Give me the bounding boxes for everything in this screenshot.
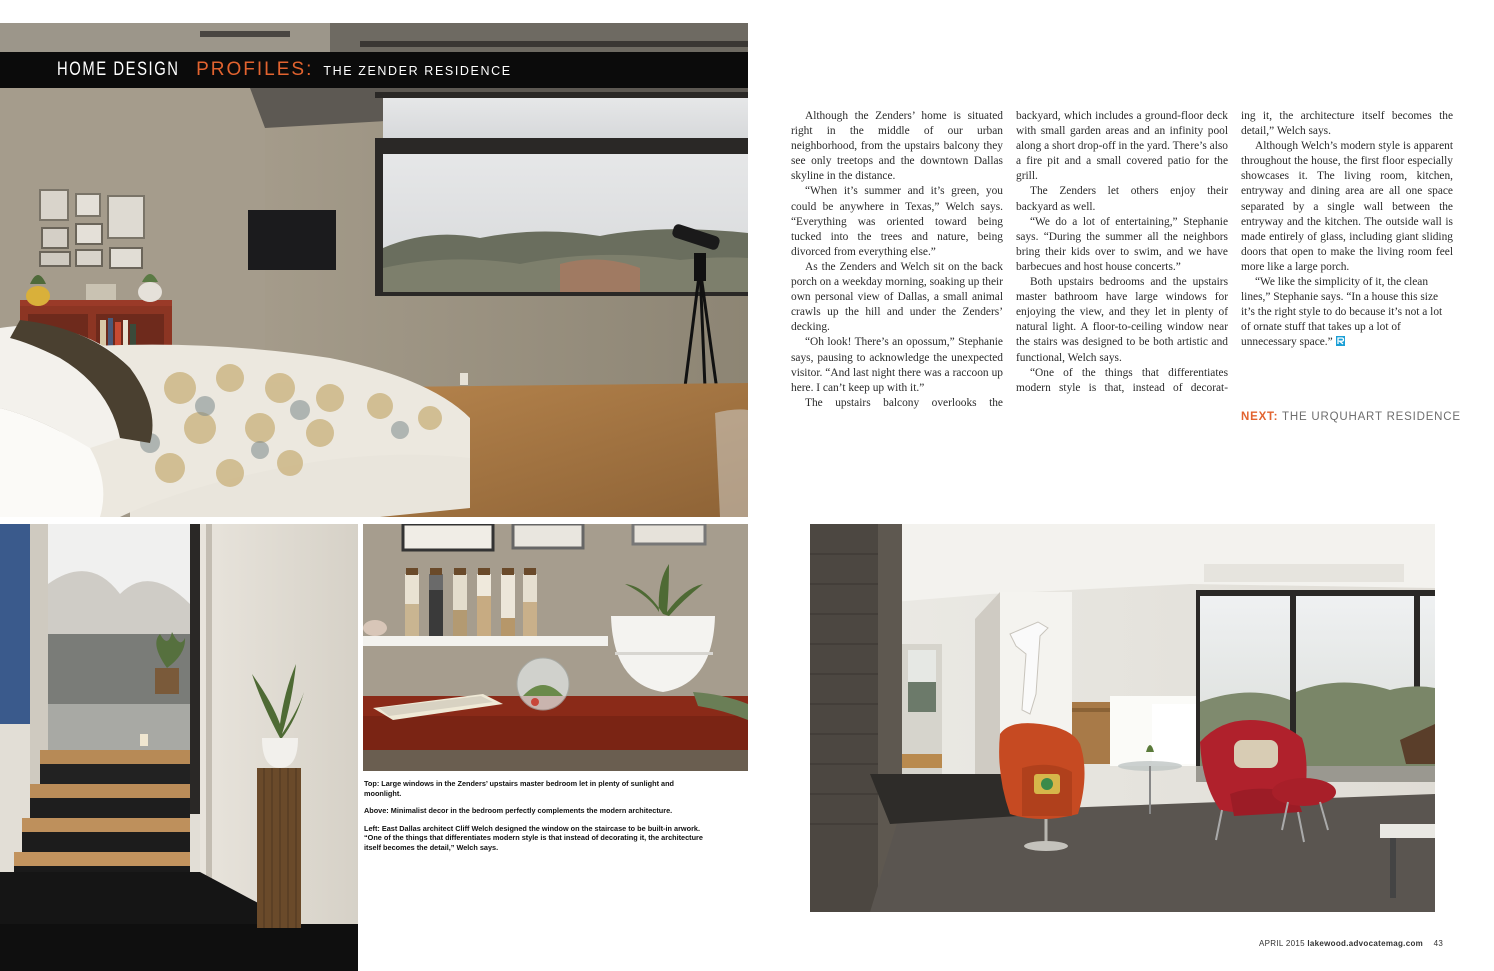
col2-paragraph-2: The Zenders let others enjoy their backyard as well. <box>1016 185 1228 213</box>
advocate-end-mark-icon <box>1336 336 1345 346</box>
photo-captions <box>364 779 704 861</box>
staircase-photo <box>0 524 358 971</box>
article-column-3 <box>1241 109 1453 351</box>
col2-paragraph-3: “We do a lot of entertaining,” Stephanie says. “During the summer all the neighbors bring their kids over to swim, and we have barbecues and host house concerts.” <box>1016 215 1228 273</box>
col3-paragraph-1: ing it, the architecture itself becomes the detail,” Welch says. <box>1241 110 1453 138</box>
col2-paragraph-5: “One of the things that differentiates modern style is that, instead of decorat- <box>1016 366 1228 394</box>
col3-paragraph-3 <box>1241 275 1453 350</box>
col1-paragraph-5: The upstairs balcony overlooks the <box>805 396 1003 409</box>
section-header <box>0 52 748 88</box>
page-number: 43 <box>1433 939 1444 948</box>
footer-issue: APRIL 2015 <box>1259 939 1305 948</box>
col2-paragraph-1: backyard, which includes a ground-floor deck with small garden areas and an infinity pool along a short drop-off in the yard. There’s also a fire pit and a small covered patio for the grill. <box>1016 110 1228 183</box>
next-title: THE URQUHART RESIDENCE <box>1282 411 1461 423</box>
col1-paragraph-3: As the Zenders and Welch sit on the back porch on a weekday morning, soaking up their own personal view of Dallas, a small animal crawls up the hill and under the Zenders’ decking. <box>791 260 1003 334</box>
col1-paragraph-2: “When it’s summer and it’s green, you could be anywhere in Texas,” Welch says. “Everything was oriented toward being tucked into the trees and nature, being divorced from everything else.” <box>791 185 1003 258</box>
footer-website[interactable]: lakewood.advocatemag.com <box>1307 939 1424 948</box>
col1-paragraph-4: “Oh look! There’s an opossum,” Stephanie says, pausing to acknowledge the unexpected visitor. “And last night there was a raccoon up here. I can’t keep up with it.” <box>791 336 1003 394</box>
caption-left: Left: East Dallas architect Cliff Welch designed the window on the staircase to be built-in arwork. “One of the things that differentiates modern style is that instead of decorating it, the architecture itself becomes the detail,” Welch says. <box>364 823 703 852</box>
next-label: NEXT: <box>1241 411 1279 423</box>
header-residence-name: THE ZENDER RESIDENCE <box>323 64 512 78</box>
caption-above: Above: Minimalist decor in the bedroom perfectly complements the modern architecture. <box>364 806 673 816</box>
article-column-1 <box>791 109 1003 411</box>
col3-paragraph-2: Although Welch’s modern style is apparent throughout the house, the first floor especially showcases it. The living room, kitchen, entryway and dining area are all one space separated by a single wall between the entryway and the kitchen. The outside wall is made entirely of glass, including giant sliding doors that open to make the living room feel more like a large porch. <box>1241 140 1453 273</box>
col1-paragraph-1: Although the Zenders’ home is situated right in the middle of our urban neighborhood, from the upstairs balcony they see only treetops and the downtown Dallas skyline in the distance. <box>791 110 1003 183</box>
header-home-design: HOME DESIGN <box>57 59 180 80</box>
decor-photo <box>363 524 748 771</box>
caption-top: Top: Large windows in the Zenders’ upstairs master bedroom let in plenty of sunlight and moonlight. <box>364 779 675 798</box>
living-room-photo <box>810 524 1435 912</box>
col2-paragraph-4: Both upstairs bedrooms and the upstairs master bathroom have large windows for enjoying the view, and they let in plenty of natural light. A floor-to-ceiling window near the stairs was designed to be both artistic and functional, Welch says. <box>1016 276 1228 364</box>
next-profile-teaser[interactable] <box>1241 411 1461 423</box>
header-profiles: PROFILES: <box>196 59 314 80</box>
article-column-2 <box>1016 109 1228 396</box>
bedroom-photo <box>0 88 748 517</box>
bedroom-photo-ceiling <box>0 23 748 52</box>
col3-paragraph-3-text: “We like the simplicity of it, the clean lines,” Stephanie says. “In a house this size it’s the right style to do because it’s not a lot of ornate stuff that takes up a lot of unnecessary space.” <box>1241 276 1443 349</box>
page-footer <box>1259 939 1443 948</box>
